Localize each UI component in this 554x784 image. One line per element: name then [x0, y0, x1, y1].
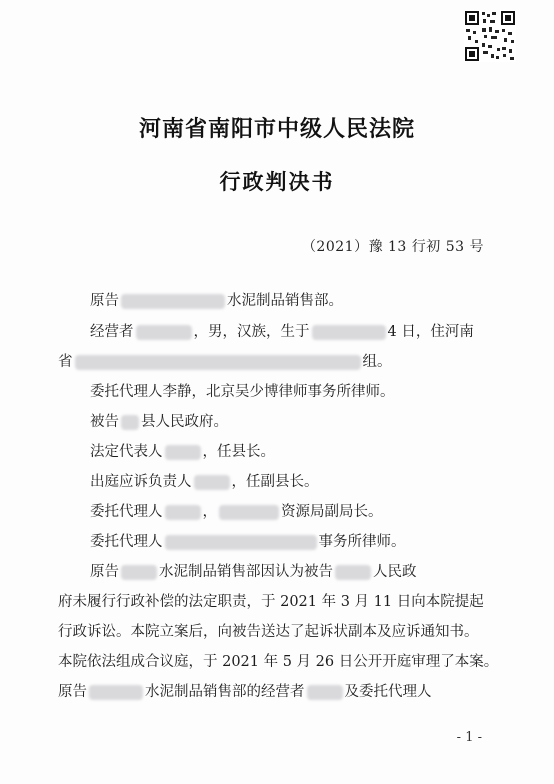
- text-fragment: 委托代理人: [90, 504, 163, 520]
- body-line-3: 行政诉讼。本院立案后，向被告送达了起诉状副本及应诉通知书。: [58, 624, 479, 640]
- defendant-agent-line-2: [90, 530, 406, 551]
- page-number: - 1 -: [456, 730, 482, 745]
- text-fragment: 委托代理人: [90, 534, 163, 550]
- text-fragment: 原告: [58, 684, 87, 700]
- plaintiff-agent-line: 委托代理人李静，北京吴少博律师事务所律师。: [90, 384, 395, 400]
- redaction: [121, 294, 225, 309]
- text-fragment: 事务所律师。: [318, 534, 406, 550]
- page-number-wrapper: [0, 730, 554, 745]
- text-fragment: 出庭应诉负责人: [90, 474, 192, 490]
- text-fragment: ，任副县长。: [231, 474, 319, 490]
- text-fragment: ，: [202, 504, 217, 520]
- legal-rep-line: [90, 440, 275, 461]
- redaction: [89, 685, 143, 700]
- redaction: [165, 445, 201, 460]
- text-fragment: 组。: [362, 354, 392, 370]
- text-fragment: 水泥制品销售部的经营者: [145, 684, 305, 700]
- text-fragment: 及委托代理人: [344, 684, 432, 700]
- responsible-person-line: [90, 470, 319, 491]
- redaction: [312, 325, 386, 340]
- body-line-1: [90, 560, 417, 581]
- document-type: 行政判决书: [219, 169, 335, 194]
- body-line-2: 府未履行行政补偿的法定职责，于 2021 年 3 月 11 日向本院提起: [58, 594, 484, 610]
- text-fragment: 县人民政府。: [141, 414, 228, 430]
- defendant-line: [90, 410, 228, 431]
- text-fragment: 原告: [90, 293, 119, 309]
- text-fragment: 被告: [90, 414, 119, 430]
- text-fragment: ，男，汉族，生于: [193, 324, 310, 340]
- text-fragment: 水泥制品销售部。: [227, 293, 343, 309]
- text-fragment: 4 日，住河南: [387, 324, 474, 340]
- text-fragment: 经营者: [90, 324, 134, 340]
- redaction: [165, 535, 317, 550]
- text-fragment: 省: [58, 354, 73, 370]
- body-line-4: 本院依法组成合议庭，于 2021 年 5 月 26 日公开开庭审理了本案。: [58, 654, 499, 670]
- text-fragment: 法定代表人: [90, 444, 163, 460]
- qr-code-icon: [464, 10, 516, 62]
- text-fragment: ，任县长。: [202, 444, 275, 460]
- redaction: [194, 475, 230, 490]
- defendant-agent-line-1: [90, 500, 383, 521]
- redaction: [335, 565, 371, 580]
- redaction: [307, 685, 343, 700]
- text-fragment: 资源局副局长。: [281, 504, 383, 520]
- text-fragment: 原告: [90, 564, 119, 580]
- redaction: [121, 415, 139, 430]
- operator-line: [90, 320, 474, 341]
- court-name: 河南省南阳市中级人民法院: [138, 116, 415, 142]
- redaction: [121, 565, 157, 580]
- redaction: [219, 505, 279, 520]
- redaction: [75, 355, 361, 370]
- redaction: [165, 505, 201, 520]
- plaintiff-line: [90, 289, 343, 310]
- text-fragment: 人民政: [373, 564, 417, 580]
- redaction: [136, 325, 192, 340]
- case-number: （2021）豫 13 行初 53 号: [301, 239, 484, 255]
- text-fragment: 水泥制品销售部因认为被告: [159, 564, 333, 580]
- address-line: [58, 350, 392, 371]
- body-line-5: [58, 680, 432, 701]
